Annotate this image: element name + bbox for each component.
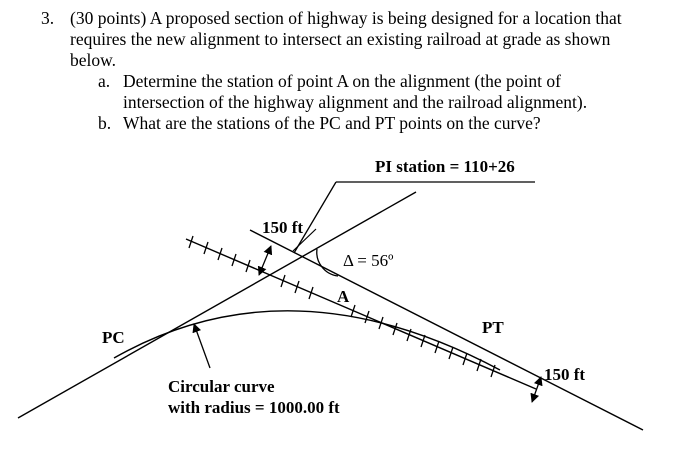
- offset-top-dimension-arrow: [259, 246, 271, 275]
- intro-line-3: below.: [70, 50, 117, 70]
- part-b-line-1: What are the stations of the PC and PT points on the curve?: [123, 113, 541, 133]
- offset-right-label: 150 ft: [544, 365, 586, 384]
- part-b-marker: b.: [98, 113, 112, 133]
- curve-callout-arrow: [194, 324, 210, 368]
- part-a-line-2: intersection of the highway alignment and the railroad alignment).: [123, 92, 588, 112]
- problem-number: 3.: [41, 8, 55, 28]
- pt-label: PT: [482, 318, 504, 337]
- offset-top-label: 150 ft: [262, 218, 304, 237]
- curve-label-line-1: Circular curve: [168, 377, 275, 396]
- part-a-marker: a.: [98, 71, 111, 91]
- circular-curve: [114, 311, 500, 370]
- point-a-label: A: [337, 287, 350, 306]
- intro-line-1: (30 points) A proposed section of highway is being designed for a location that: [70, 8, 622, 28]
- delta-angle-label: Δ = 56º: [343, 251, 394, 270]
- pi-station-label: PI station = 110+26: [375, 157, 515, 176]
- pc-label: PC: [102, 328, 125, 347]
- curve-label-line-2: with radius = 1000.00 ft: [168, 398, 340, 417]
- intro-line-2: requires the new alignment to intersect an existing railroad at grade as shown: [70, 29, 611, 49]
- delta-angle-arc: [317, 249, 338, 276]
- part-a-line-1: Determine the station of point A on the alignment (the point of: [123, 71, 561, 91]
- offset-right-dimension-arrow: [532, 377, 541, 402]
